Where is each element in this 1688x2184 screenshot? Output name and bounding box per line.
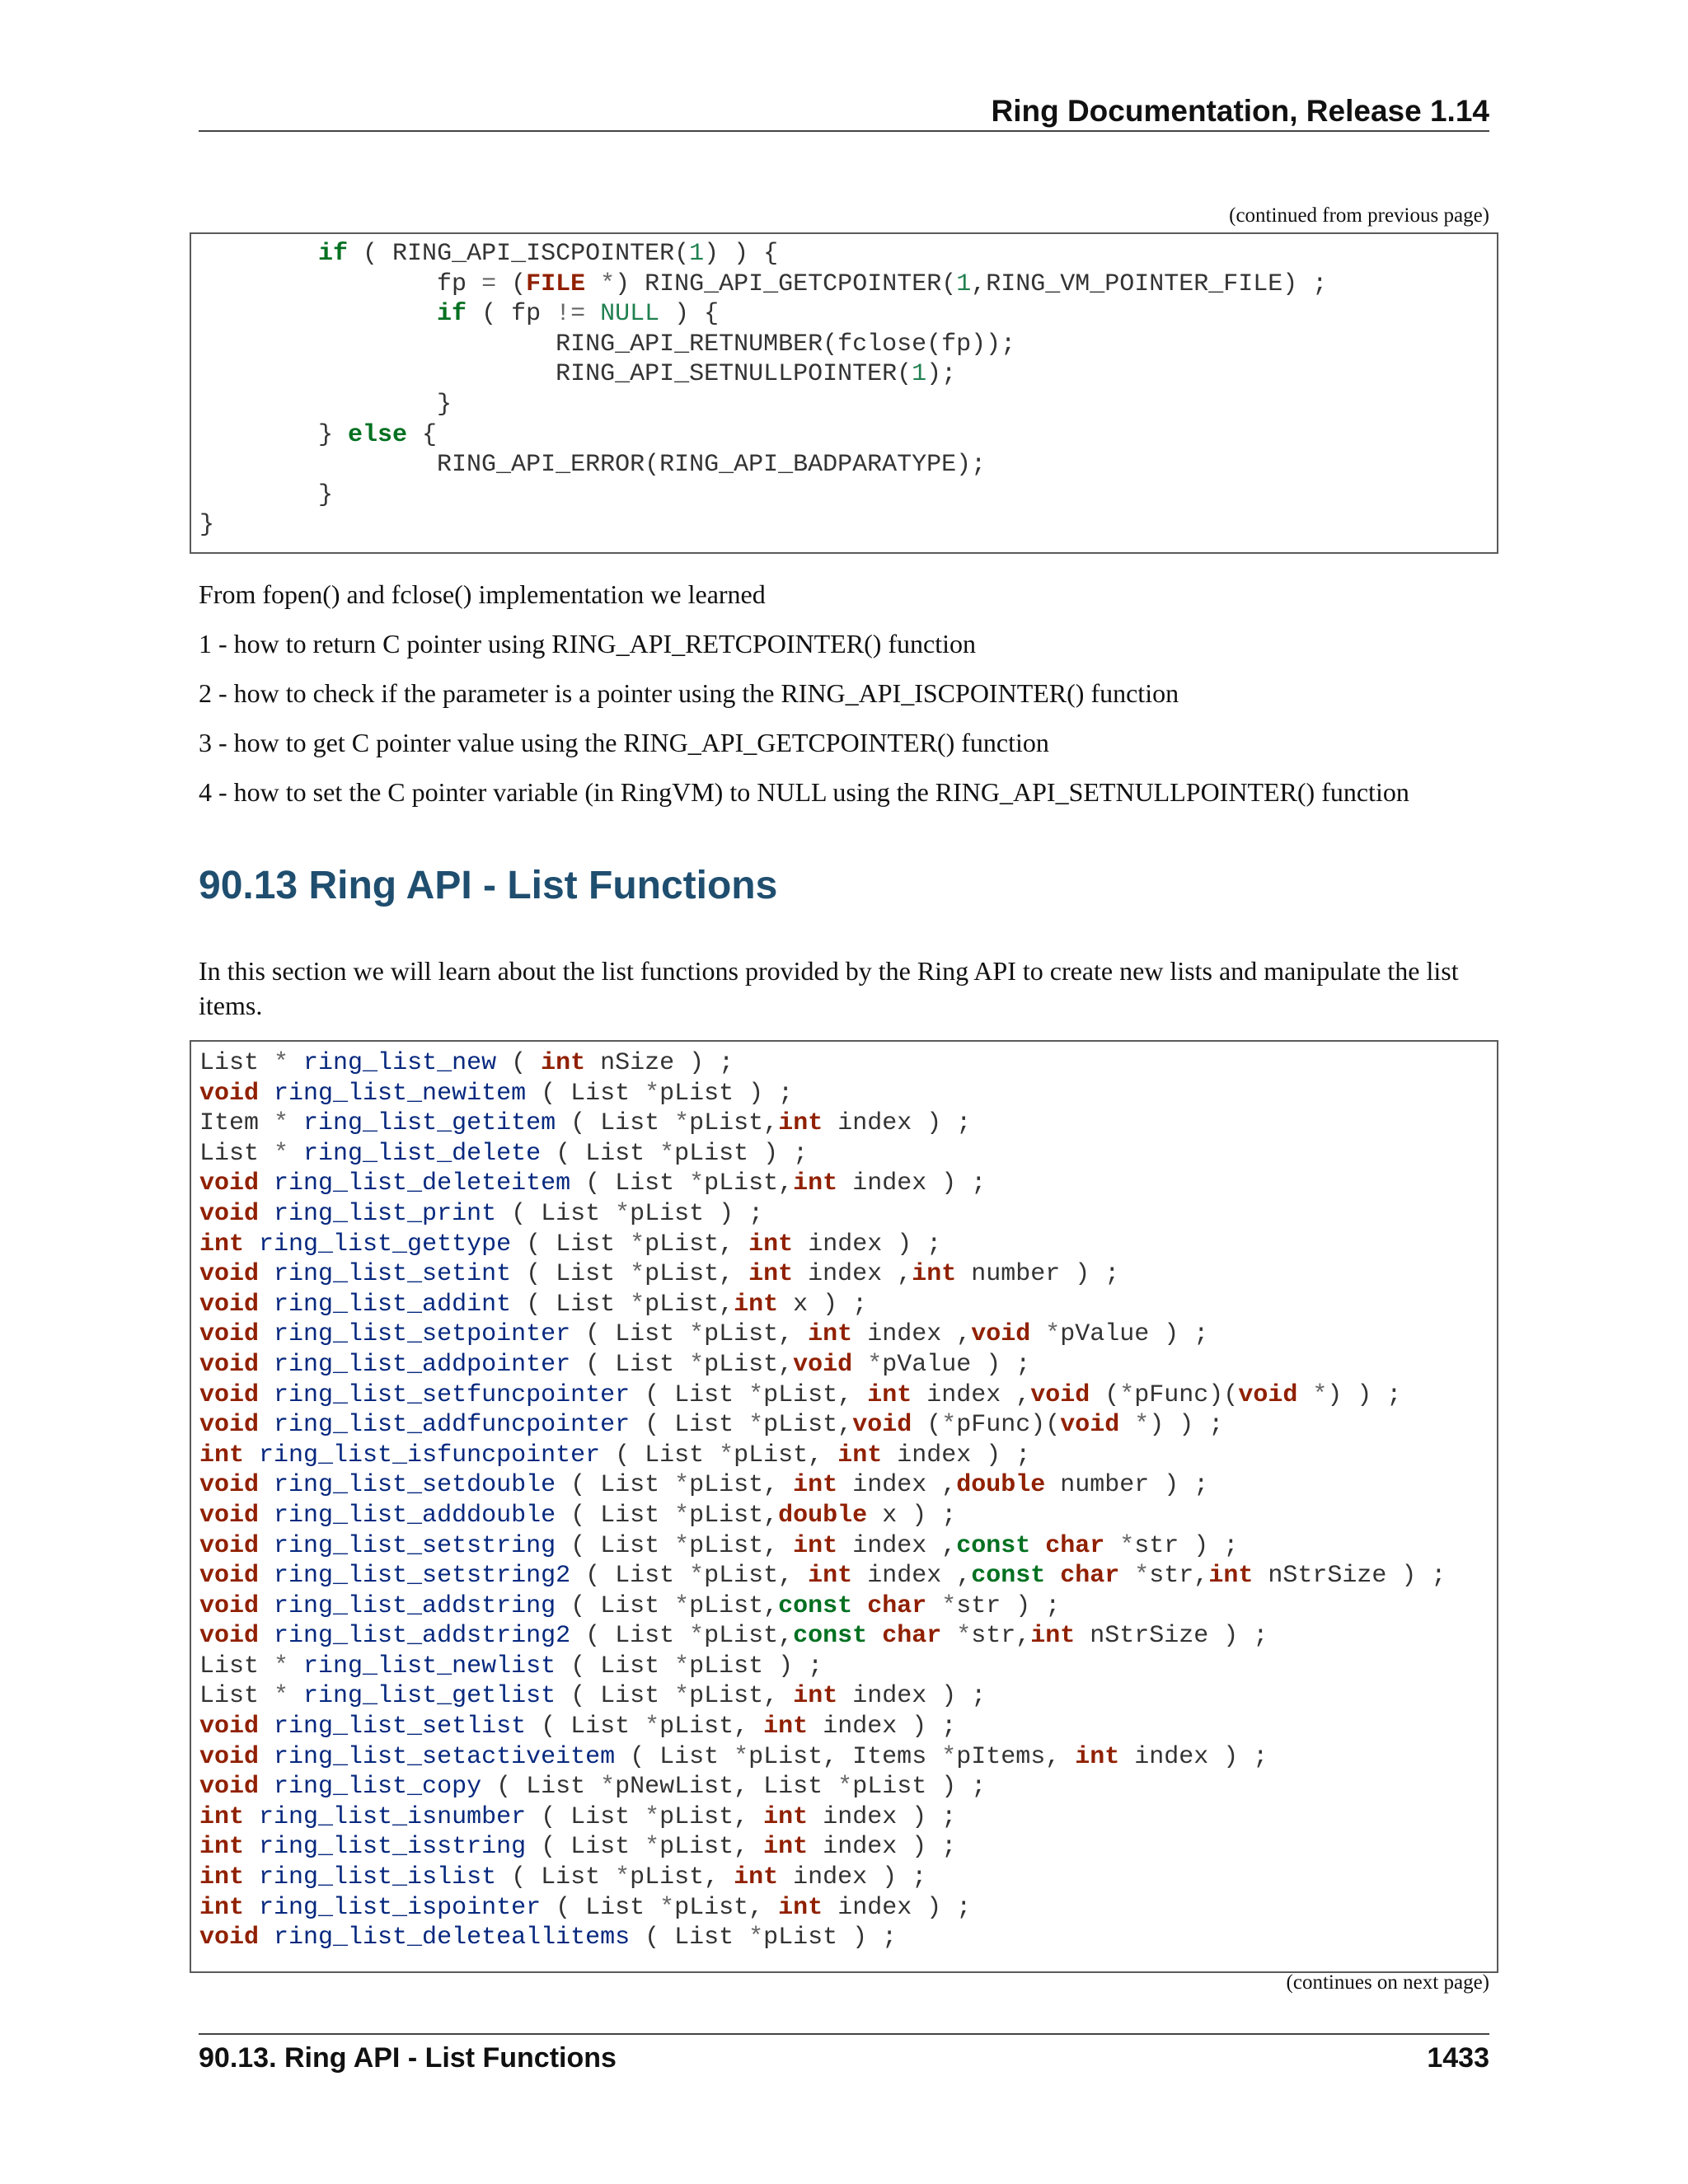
code-list-api-line: void ring_list_setlist ( List *pList, int index ) ; (199, 1713, 957, 1741)
continued-from-label: (continued from previous page) (1229, 204, 1489, 227)
code-fclose-line: if ( RING_API_ISCPOINTER(1) ) { (318, 240, 779, 268)
paragraph-point-1: 1 - how to return C pointer using RING_API_RETCPOINTER() function (199, 629, 977, 658)
header-rule (199, 130, 1489, 132)
page-header-title: Ring Documentation, Release 1.14 (991, 94, 1489, 128)
code-list-api-line: void ring_list_setpointer ( List *pList, int index ,void *pValue ) ; (199, 1320, 1209, 1349)
code-list-api-line: void ring_list_addfuncpointer ( List *pList,void (*pFunc)(void *) ) ; (199, 1411, 1224, 1440)
code-fclose-line: if ( fp != NULL ) { (437, 300, 720, 329)
code-fclose-line: } else { (199, 420, 438, 449)
footer-section-label: 90.13. Ring API - List Functions (199, 2042, 617, 2074)
code-list-api-line: void ring_list_print ( List *pList ) ; (199, 1199, 764, 1228)
paragraph-point-2: 2 - how to check if the parameter is a pointer using the RING_API_ISCPOINTER() function (199, 678, 1179, 708)
code-list-api-line: void ring_list_addstring2 ( List *pList,const char *str,int nStrSize ) ; (199, 1622, 1268, 1651)
section-description: In this section we will learn about the list functions provided by the Ring API to create new lists and manipulate the list items. (199, 956, 1459, 1020)
code-list-api-line: void ring_list_newitem ( List *pList ) ; (199, 1079, 794, 1108)
code-block-fclose (190, 232, 1498, 554)
footer-page-number: 1433 (1427, 2042, 1489, 2074)
footer-rule (199, 2033, 1489, 2035)
code-list-api-line: List * ring_list_delete ( List *pList ) ; (199, 1139, 809, 1168)
code-list-api-line: void ring_list_deleteallitems ( List *pList ) ; (199, 1924, 898, 1952)
code-list-api-line: void ring_list_setfuncpointer ( List *pList, int index ,void (*pFunc)(void *) ) ; (199, 1380, 1402, 1409)
code-fclose-line: RING_API_SETNULLPOINTER(1); (199, 360, 957, 389)
code-block-list-functions (190, 1040, 1498, 1973)
code-list-api-line: void ring_list_addstring ( List *pList,const char *str ) ; (199, 1591, 1061, 1620)
code-list-api-line: void ring_list_deleteitem ( List *pList,int index ) ; (199, 1169, 987, 1198)
code-list-api-line: void ring_list_copy ( List *pNewList, List *pList ) ; (199, 1773, 987, 1802)
code-list-api-line: int ring_list_islist ( List *pList, int index ) ; (199, 1863, 927, 1892)
code-fclose-line: fp = (FILE *) RING_API_GETCPOINTER(1,RING_VM_POINTER_FILE) ; (199, 269, 1328, 298)
code-list-api-line: void ring_list_setactiveitem ( List *pList, Items *pItems, int index ) ; (199, 1742, 1268, 1771)
code-list-api-line: void ring_list_setdouble ( List *pList, int index ,double number ) ; (199, 1471, 1209, 1500)
code-list-api-line: List * ring_list_getlist ( List *pList, int index ) ; (199, 1682, 987, 1711)
code-list-api-line: int ring_list_gettype ( List *pList, int index ) ; (199, 1230, 942, 1258)
paragraph-point-3: 3 - how to get C pointer value using the RING_API_GETCPOINTER() function (199, 728, 1049, 757)
section-title: 90.13 Ring API - List Functions (199, 864, 778, 907)
code-list-api-line: int ring_list_ispointer ( List *pList, int index ) ; (199, 1893, 972, 1922)
paragraph-intro: From fopen() and fclose() implementation we learned (199, 579, 766, 609)
code-list-api-line: List * ring_list_newlist ( List *pList ) ; (199, 1652, 823, 1680)
code-list-api-line: int ring_list_isfuncpointer ( List *pList, int index ) ; (199, 1441, 1031, 1469)
code-list-api-line: void ring_list_addint ( List *pList,int x ) ; (199, 1290, 868, 1319)
code-list-api-line: List * ring_list_new ( int nSize ) ; (199, 1049, 734, 1077)
code-fclose-line: RING_API_RETNUMBER(fclose(fp)); (199, 330, 1016, 359)
code-list-api-line: void ring_list_setstring ( List *pList, int index ,const char *str ) ; (199, 1531, 1239, 1560)
code-list-api-line: void ring_list_setstring2 ( List *pList, int index ,const char *str,int nStrSize ) ; (199, 1562, 1447, 1591)
code-list-api-line: void ring_list_setint ( List *pList, int index ,int number ) ; (199, 1260, 1120, 1289)
code-list-api-line: void ring_list_addpointer ( List *pList,void *pValue ) ; (199, 1350, 1031, 1379)
code-list-api-line: int ring_list_isnumber ( List *pList, int index ) ; (199, 1802, 957, 1831)
code-fclose-line: } (199, 390, 452, 419)
paragraph-point-4: 4 - how to set the C pointer variable (in RingVM) to NULL using the RING_API_SETNULLPOINTER() function (199, 777, 1409, 807)
code-list-api-line: int ring_list_isstring ( List *pList, int index ) ; (199, 1833, 957, 1862)
code-fclose-line: RING_API_ERROR(RING_API_BADPARATYPE); (199, 451, 987, 480)
code-fclose-line: } (199, 511, 215, 540)
code-fclose-line: } (199, 480, 334, 509)
code-list-api-line: void ring_list_adddouble ( List *pList,double x ) ; (199, 1501, 957, 1530)
code-list-api-line: Item * ring_list_getitem ( List *pList,int index ) ; (199, 1109, 972, 1138)
continues-on-label: (continues on next page) (1286, 1971, 1489, 1994)
